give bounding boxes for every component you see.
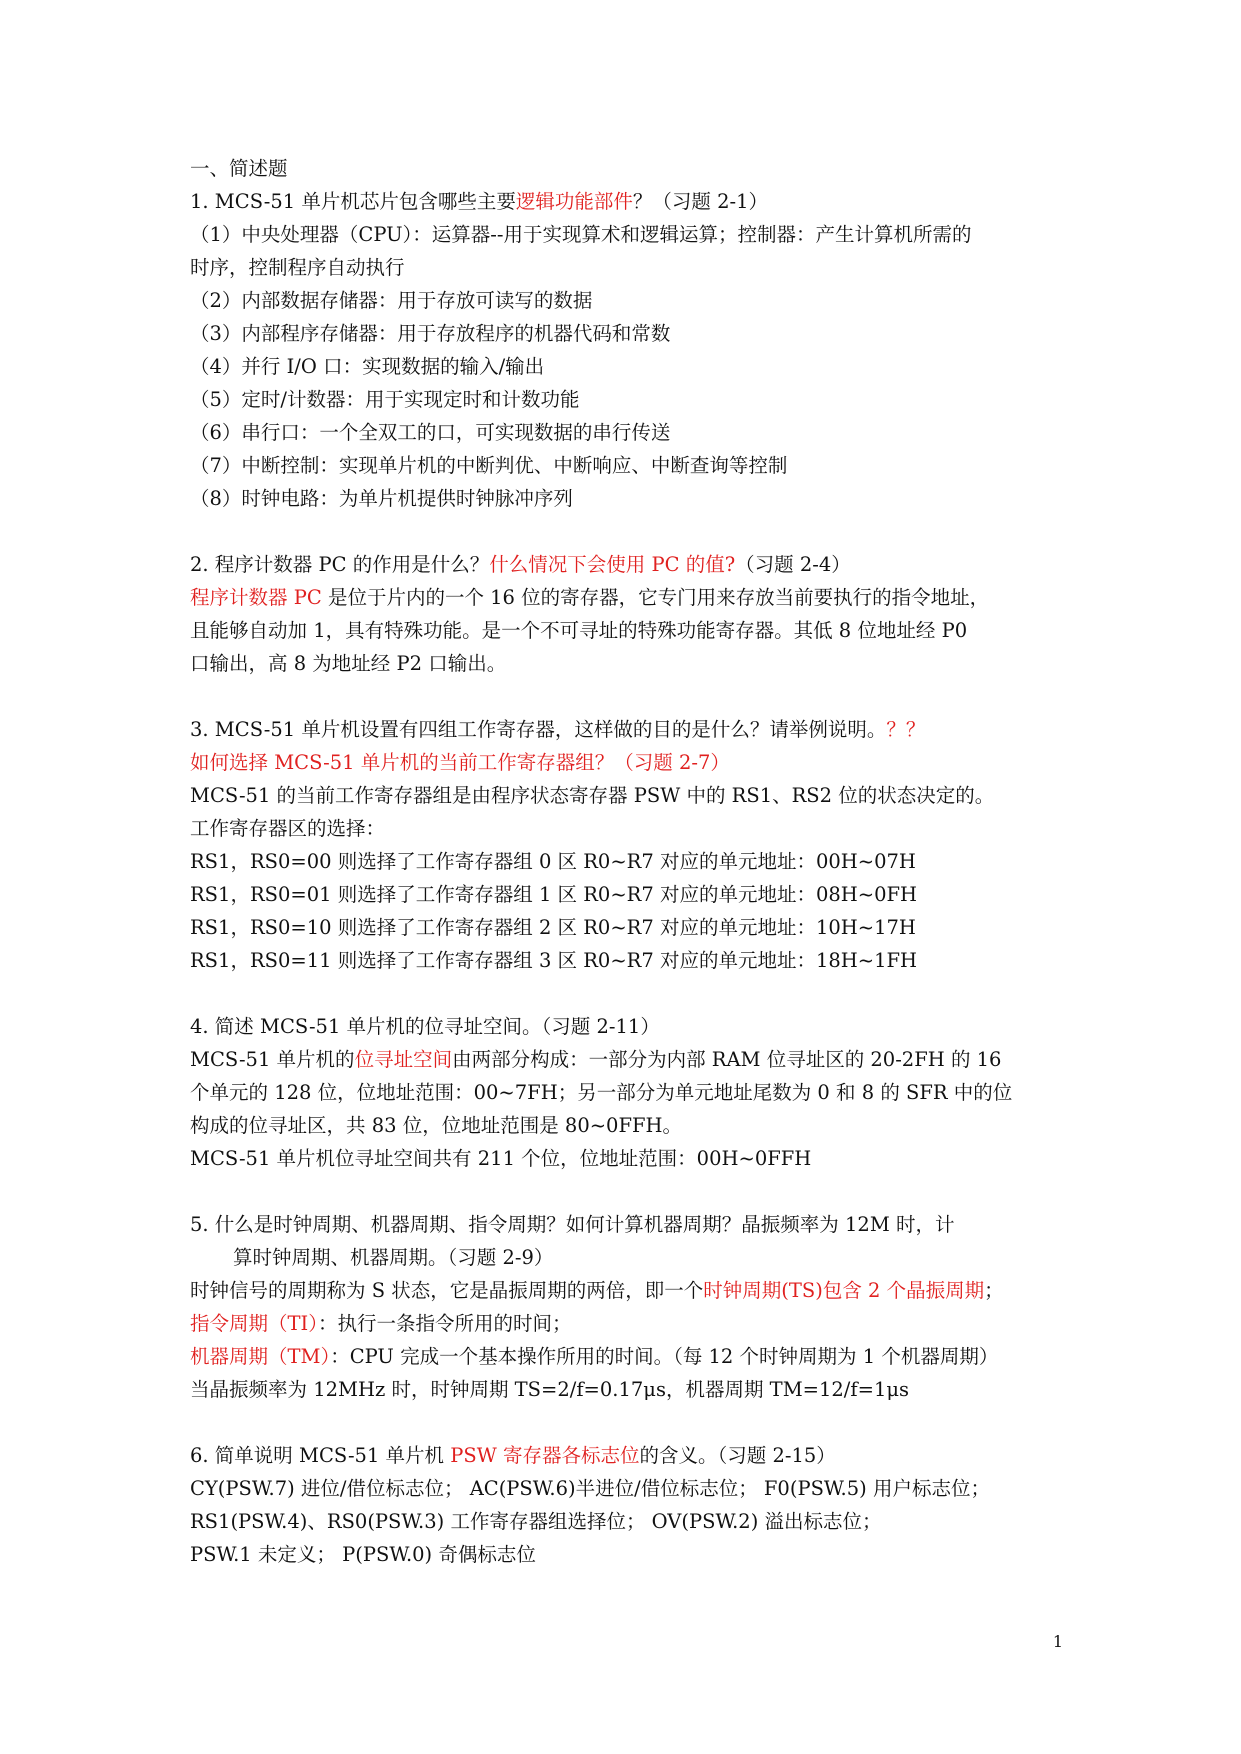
paragraph-gap <box>190 1406 1080 1439</box>
question-2 <box>190 548 1080 680</box>
answer-line <box>190 845 1080 878</box>
text-segment: 时钟信号的周期称为 S 状态，它是晶振周期的两倍，即一个 <box>190 1279 704 1302</box>
answer-line <box>190 449 1080 482</box>
answer-line <box>190 1538 1080 1571</box>
text-segment: 当晶振频率为 12MHz 时，时钟周期 TS=2/f=0.17μs，机器周期 TM=12/f=1μs <box>190 1378 910 1401</box>
text-segment: 是位于片内的一个 16 位的寄存器，它专门用来存放当前要执行的指令地址， <box>321 586 990 609</box>
answer-line <box>190 647 1080 680</box>
question-4 <box>190 1010 1080 1175</box>
text-segment: 个单元的 128 位，位地址范围：00~7FH；另一部分为单元地址尾数为 0 和 8 的 SFR 中的位 <box>190 1081 1013 1104</box>
question-list <box>190 185 1080 1571</box>
answer-line <box>190 383 1080 416</box>
text-segment: （3）内部程序存储器：用于存放程序的机器代码和常数 <box>190 322 671 345</box>
answer-line <box>190 1340 1080 1373</box>
answer-line <box>190 581 1080 614</box>
answer-line <box>190 482 1080 515</box>
text-segment: ：CPU 完成一个基本操作所用的时间。（每 12 个时钟周期为 1 个机器周期） <box>330 1345 999 1368</box>
page-number: 1 <box>1052 1632 1063 1651</box>
text-segment: ？（习题 2-1） <box>632 190 768 213</box>
answer-line <box>190 1043 1080 1076</box>
text-segment: 4. 简述 MCS-51 单片机的位寻址空间。（习题 2-11） <box>190 1015 660 1038</box>
question-5 <box>190 1208 1080 1406</box>
answer-line <box>190 1076 1080 1109</box>
answer-line <box>190 317 1080 350</box>
text-segment: （2）内部数据存储器：用于存放可读写的数据 <box>190 289 593 312</box>
text-segment: （8）时钟电路：为单片机提供时钟脉冲序列 <box>190 487 573 510</box>
text-segment: 构成的位寻址区，共 83 位，位地址范围是 80~0FFH。 <box>190 1114 683 1137</box>
paragraph-gap <box>190 680 1080 713</box>
text-segment: RS1，RS0=10 则选择了工作寄存器组 2 区 R0~R7 对应的单元地址：10H~17H <box>190 916 916 939</box>
text-segment: MCS-51 单片机位寻址空间共有 211 个位，位地址范围：00H~0FFH <box>190 1147 812 1170</box>
text-segment: MCS-51 的当前工作寄存器组是由程序状态寄存器 PSW 中的 RS1、RS2 位的状态决定的。 <box>190 784 995 807</box>
highlighted-text: 机器周期（TM） <box>190 1345 331 1368</box>
question-heading <box>190 1010 1080 1043</box>
text-segment: （1）中央处理器（CPU）：运算器--用于实现算术和逻辑运算；控制器：产生计算机所需的 <box>190 223 972 246</box>
text-segment: 5. 什么是时钟周期、机器周期、指令周期？如何计算机器周期？晶振频率为 12M 时，计 <box>190 1213 955 1236</box>
answer-line <box>190 1472 1080 1505</box>
answer-line <box>190 416 1080 449</box>
question-heading <box>190 713 1080 746</box>
question-3 <box>190 713 1080 977</box>
section-title: 一、简述题 <box>190 157 288 180</box>
answer-line <box>190 1109 1080 1142</box>
highlighted-text: ？？ <box>886 718 926 741</box>
text-segment: CY(PSW.7) 进位/借位标志位； AC(PSW.6)半进位/借位标志位； F0(PSW.5) 用户标志位； <box>190 1477 990 1500</box>
text-segment: 2. 程序计数器 PC 的作用是什么？ <box>190 553 490 576</box>
question-1 <box>190 185 1080 515</box>
answer-line <box>190 779 1080 812</box>
answer-line <box>190 284 1080 317</box>
highlighted-text: 程序计数器 PC <box>190 586 322 609</box>
text-segment: 3. MCS-51 单片机设置有四组工作寄存器，这样做的目的是什么？请举例说明。 <box>190 718 887 741</box>
document-content <box>190 152 1080 1571</box>
paragraph-gap <box>190 1175 1080 1208</box>
text-segment: 工作寄存器区的选择： <box>190 817 386 840</box>
answer-line <box>190 878 1080 911</box>
question-6 <box>190 1439 1080 1571</box>
text-segment: （7）中断控制：实现单片机的中断判优、中断响应、中断查询等控制 <box>190 454 788 477</box>
highlighted-text: 时钟周期(TS)包含 2 个晶振周期 <box>703 1279 985 1302</box>
highlighted-text: PSW 寄存器各标志位 <box>450 1444 640 1467</box>
text-segment: RS1，RS0=01 则选择了工作寄存器组 1 区 R0~R7 对应的单元地址：08H~0FH <box>190 883 918 906</box>
highlighted-text: 逻辑功能部件 <box>515 190 633 213</box>
answer-line <box>190 812 1080 845</box>
text-segment: 由两部分构成：一部分为内部 RAM 位寻址区的 20-2FH 的 16 <box>452 1048 1002 1071</box>
text-segment: RS1(PSW.4)、RS0(PSW.3) 工作寄存器组选择位； OV(PSW.2) 溢出标志位； <box>190 1510 882 1533</box>
text-segment: 时序，控制程序自动执行 <box>190 256 405 279</box>
answer-line <box>190 218 1080 251</box>
answer-line <box>190 251 1080 284</box>
text-segment: （4）并行 I/O 口：实现数据的输入/输出 <box>190 355 545 378</box>
answer-line <box>190 1307 1080 1340</box>
text-segment: 且能够自动加 1，具有特殊功能。是一个不可寻址的特殊功能寄存器。其低 8 位地址经 P0 <box>190 619 968 642</box>
highlighted-text: 如何选择 MCS-51 单片机的当前工作寄存器组？（习题 2-7） <box>190 751 730 774</box>
text-segment: 算时钟周期、机器周期。（习题 2-9） <box>233 1246 554 1269</box>
text-segment: （习题 2-4） <box>735 553 851 576</box>
text-segment: ：执行一条指令所用的时间； <box>317 1312 572 1335</box>
question-heading <box>190 1208 1080 1241</box>
text-segment: MCS-51 单片机的 <box>190 1048 355 1071</box>
answer-line <box>190 1274 1080 1307</box>
paragraph-gap <box>190 977 1080 1010</box>
text-segment: 6. 简单说明 MCS-51 单片机 <box>190 1444 451 1467</box>
text-segment: RS1，RS0=11 则选择了工作寄存器组 3 区 R0~R7 对应的单元地址：18H~1FH <box>190 949 918 972</box>
answer-line <box>190 350 1080 383</box>
text-segment: 口输出，高 8 为地址经 P2 口输出。 <box>190 652 507 675</box>
answer-line <box>190 746 1080 779</box>
question-heading <box>190 185 1080 218</box>
answer-line <box>190 944 1080 977</box>
text-segment: （5）定时/计数器：用于实现定时和计数功能 <box>190 388 580 411</box>
text-segment: 的含义。（习题 2-15） <box>639 1444 836 1467</box>
question-heading <box>190 1439 1080 1472</box>
highlighted-text: 位寻址空间 <box>354 1048 453 1071</box>
highlighted-text: 指令周期（TI） <box>190 1312 318 1335</box>
answer-line <box>190 1373 1080 1406</box>
answer-line <box>190 1505 1080 1538</box>
text-segment: ； <box>984 1279 1004 1302</box>
text-segment: （6）串行口：一个全双工的口，可实现数据的串行传送 <box>190 421 671 444</box>
paragraph-gap <box>190 515 1080 548</box>
answer-line <box>190 911 1080 944</box>
highlighted-text: 什么情况下会使用 PC 的值? <box>489 553 736 576</box>
question-heading <box>190 548 1080 581</box>
answer-line <box>190 1241 1080 1274</box>
text-segment: RS1，RS0=00 则选择了工作寄存器组 0 区 R0~R7 对应的单元地址：00H~07H <box>190 850 916 873</box>
answer-line <box>190 614 1080 647</box>
answer-line <box>190 1142 1080 1175</box>
text-segment: PSW.1 未定义； P(PSW.0) 奇偶标志位 <box>190 1543 536 1566</box>
text-segment: 1. MCS-51 单片机芯片包含哪些主要 <box>190 190 516 213</box>
